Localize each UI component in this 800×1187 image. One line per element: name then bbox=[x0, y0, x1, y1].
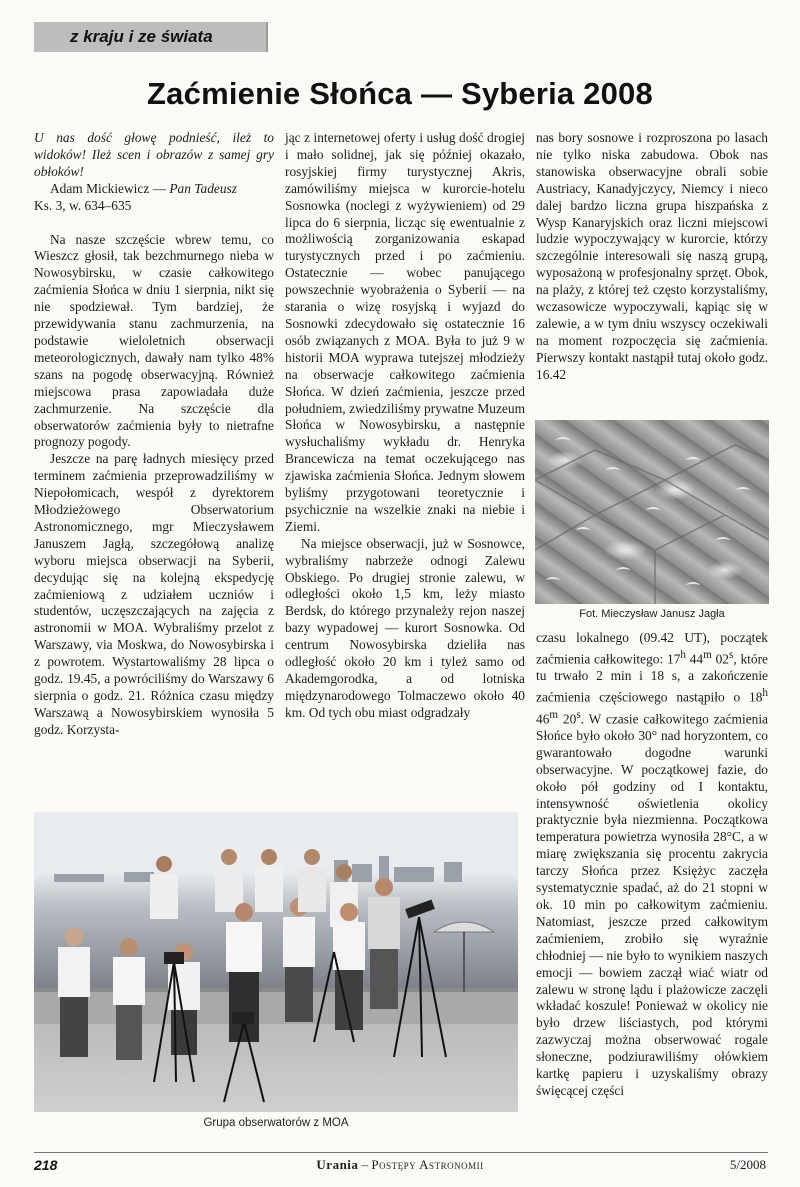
section-title: z kraju i ze świata bbox=[70, 27, 213, 46]
motto-reference: Ks. 3, w. 634–635 bbox=[34, 197, 132, 213]
paragraph: czasu lokalnego (09.42 UT), początek zaćmienia całkowitego: 17$^h$ 44$^m$ 02$^s$, które tu trwało 2 min i 18 s, a zakończenie zaćmienia częściowego nastąpiło o 18$^h$ 46$^m$ 20$^s$. W czasie całkowitego zaćmienia Słońce było około 30° nad horyzontem, co gwarantowało dogodne warunki obserwacyjne. W początkowej fazie, do około pół godziny od I kontaktu, intensywność oświetlenia okolicy praktycznie była niezmienna. Początkowa temperatura powietrza wynosiła 28°C, a w miarę zwiększania się procentu zakrycia tarczy Słońca przez Księżyc zaczęła systematycznie spadać, aż do 21 stopni w ok. 10 min po całkowitym zaćmieniu. Natomiast, jeszcze przed całkowitym zaćmieniem, zrobiło się wyraźnie chłodniej — nie było to wynikiem naszych emocji — bowiem zaczął wiać wiatr od zalewu w stronę lądu i plażowicze zaczęli wkładać koszule! Ponieważ w okolicy nie było drzew liściastych, pod którymi zazwyczaj można obserwować rogale słoneczne, podziurawiliśmy ołówkiem kartkę papieru i uzyskaliśmy obrazy święcącej części bbox=[536, 630, 768, 1098]
column-1 bbox=[34, 130, 274, 739]
column-3-top bbox=[536, 130, 768, 384]
motto-quote: U nas dość głowę podnieść, ileż to widoków! Ileż scen i obrazów z samej gry obłoków! bbox=[34, 130, 274, 179]
motto-work: Pan Tadeusz bbox=[169, 180, 237, 196]
page-number: 218 bbox=[34, 1157, 58, 1173]
crescent-shadows-photo bbox=[535, 420, 769, 604]
issue-number: 5/2008 bbox=[729, 1157, 766, 1172]
section-header bbox=[34, 22, 268, 52]
paragraph: Na nasze szczęście wbrew temu, co Wieszcz głosił, tak bezchmurnego nieba w Nowosybirsku, w czasie całkowitego zaćmienia Słońca w dniu 1 sierpnia, nikt się nie spodziewał. Tym bardziej, że przewidywania stanu zachmurzenia, na podstawie wieloletnich obserwacji meteorologicznych, dawały nam tylko 48% szans na pogodę obserwacyjną. Również miejscowa prasa zapowiadała duże zachmurzenie. Na szczęście dla obserwatorów zaćmienia były to nietrafne prognozy pogody. bbox=[34, 231, 274, 450]
column-3-bottom bbox=[536, 630, 768, 1100]
motto-attribution bbox=[34, 181, 274, 198]
paragraph: jąc z internetowej oferty i usług dość drogiej i mało solidnej, jak się później okazało, rosyjskiej firmy turystycznej Akris, zamówiliśmy miejsca w kurorcie-hotelu Sosnowka (noclegi z wyżywieniem) od 29 lipca do 6 sierpnia, licząc się ewentualnie z możliwością zorganizowania eskapad turystycznych przed i po zaćmieniu. Ostatecznie — wobec panującego powszechnie wyobrażenia o Syberii — na starania o wizę rosyjską i wyjazd do Sosnowki zdecydowało się ostatecznie 16 osób związanych z MOA. Była to już 9 w historii MOA wyprawa tutejszej młodzieży na obserwacje całkowitego zaćmienia Słońca. W dzień zaćmienia, jeszcze przed południem, zwiedziliśmy prywatne Muzeum Słońca w Nowosybirsku, a następnie wysłuchaliśmy wykładu dr. Henryka Brancewicza na temat oczekującego nas zjawiska zaćmienia Słońca. Jednym słowem byliśmy przygotowani teoretycznie i psychicznie na wszelkie znaki na niebie i Ziemi. bbox=[285, 130, 525, 534]
article-title: Zaćmienie Słońca — Syberia 2008 bbox=[147, 76, 653, 111]
sun-photo-caption: Fot. Mieczysław Janusz Jagła bbox=[579, 608, 725, 620]
paragraph: nas bory sosnowe i rozproszona po lasach nie tylko niska zabudowa. Obok nas stanowiska obserwacyjne obrali sobie Austriacy, Kanadyjczycy, Niemcy i nieco dalej bardzo liczna grupa hiszpańska z Wysp Kanaryjskich oraz liczni miejscowi ludzie wypoczywający w kurorcie, którzy szczególnie interesowali się naszą grupą, wyposażoną w profesjonalny sprzęt. Obok, na plaży, z której też często korzystaliśmy, wczasowicze wypoczywali, kąpiąc się w zalewie, a w tym dniu wszyscy oczekiwali na moment rozpoczęcia się zaćmienia. Pierwszy kontakt nastąpił tutaj około godz. 16.42 bbox=[536, 130, 768, 382]
page-footer bbox=[0, 1152, 800, 1176]
group-photo bbox=[34, 812, 518, 1112]
column-2 bbox=[285, 130, 525, 722]
motto-author: Adam Mickiewicz — bbox=[50, 180, 170, 196]
journal-name: Urania – Postępy Astronomii bbox=[316, 1157, 484, 1172]
paragraph: Jeszcze na parę ładnych miesięcy przed terminem zaćmienia przeprowadziliśmy w Niepołomicach, wespół z dyrektorem Młodzieżowego Obserwatorium Astronomicznego, mgr Mieczysławem Januszem Jagłą, szczegółową analizę wyboru miejsca obserwacji na Syberii, decydując się na kolejną ekspedycję zaćmieniową z udziałem uczniów i studentów, uczęszczających na zajęcia z astronomii w MOA. Wybraliśmy przelot z Warszawy, via Moskwa, do Nowosybirska i z powrotem. Wystartowaliśmy 28 lipca o godz. 19.45, a powróciliśmy do Warszawy 6 sierpnia o godz. 21. Różnica czasu między Warszawą a Nowosybirskiem wynosiła 5 godz. Korzysta- bbox=[34, 451, 274, 737]
paragraph: Na miejsce obserwacji, już w Sosnowce, wybraliśmy nabrzeże odnogi Zalewu Obskiego. Po drugiej stronie zalewu, w odległości około 1,5 km, leży miasto Berdsk, do którego przynależy rejon naszej bazy wypadowej — kurort Sosnowka. Od centrum Nowosybirska dzieliła nas odległość około 20 km i tyleż samo od Akademgorodka, a od lotniska międzynarodowego Tolmaczewo około 40 km. Od tych obu miast odgradzały bbox=[285, 535, 525, 720]
group-photo-caption: Grupa obserwatorów z MOA bbox=[203, 1117, 349, 1129]
